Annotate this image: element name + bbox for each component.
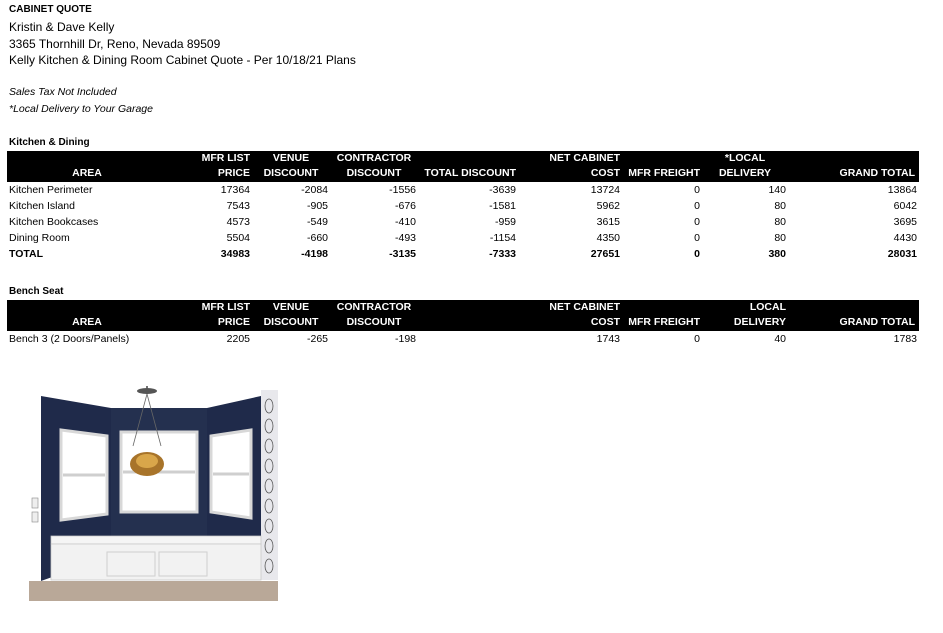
total-label: TOTAL	[9, 248, 44, 260]
table-row	[7, 198, 919, 214]
col-area: AREA	[7, 151, 167, 182]
col-venue-discount: VENUE DISCOUNT	[252, 300, 330, 331]
row-delivery: 140	[768, 184, 786, 196]
floor	[29, 581, 278, 601]
row-freight: 0	[694, 216, 700, 228]
table-row	[7, 182, 919, 198]
kitchen-quote-table	[7, 151, 919, 262]
row-contractor-discount: -676	[394, 200, 416, 212]
col-venue-discount: VENUE DISCOUNT	[252, 151, 330, 182]
row-list-price: 7543	[226, 200, 250, 212]
row-grand-total: 4430	[893, 232, 917, 244]
row-empty	[418, 331, 518, 347]
row-list-price: 17364	[220, 184, 250, 196]
col-grand-total: GRAND TOTAL	[788, 300, 919, 331]
row-area: Kitchen Bookcases	[9, 216, 99, 228]
bench-base	[51, 544, 261, 580]
wall-outlet	[32, 512, 38, 522]
row-delivery: 80	[774, 200, 786, 212]
row-venue-discount: -2084	[301, 184, 328, 196]
row-freight: 0	[694, 333, 700, 345]
table-row	[7, 331, 919, 347]
bench-cushion	[51, 536, 261, 544]
bench-section-title: Bench Seat	[9, 286, 64, 297]
bench-quote-table	[7, 300, 919, 347]
client-name: Kristin & Dave Kelly	[9, 20, 115, 34]
row-freight: 0	[694, 184, 700, 196]
row-list-price: 2205	[226, 333, 250, 345]
col-net-cabinet-cost: NET CABINET COST	[518, 151, 622, 182]
row-grand-total: 6042	[893, 200, 917, 212]
row-freight: 0	[694, 200, 700, 212]
total-net-cost: 27651	[590, 248, 620, 260]
project-description: Kelly Kitchen & Dining Room Cabinet Quote - Per 10/18/21 Plans	[9, 53, 356, 67]
row-contractor-discount: -410	[394, 216, 416, 228]
table-row	[7, 214, 919, 230]
total-row	[7, 246, 919, 262]
wall-outlet	[32, 498, 38, 508]
col-mfr-list-price: MFR LIST PRICE	[167, 151, 252, 182]
col-local-delivery: LOCAL DELIVERY	[702, 300, 788, 331]
col-contractor-discount: CONTRACTOR DISCOUNT	[330, 300, 418, 331]
kitchen-section-title: Kitchen & Dining	[9, 137, 90, 148]
row-total-discount: -1581	[489, 200, 516, 212]
total-delivery: 380	[768, 248, 786, 260]
row-total-discount: -3639	[489, 184, 516, 196]
row-venue-discount: -549	[306, 216, 328, 228]
row-net-cost: 3615	[596, 216, 620, 228]
row-delivery: 80	[774, 216, 786, 228]
row-grand-total: 1783	[893, 333, 917, 345]
total-total-discount: -7333	[489, 248, 516, 260]
row-venue-discount: -905	[306, 200, 328, 212]
col-mfr-list-price: MFR LIST PRICE	[167, 300, 252, 331]
row-net-cost: 4350	[596, 232, 620, 244]
row-grand-total: 13864	[887, 184, 917, 196]
col-net-cabinet-cost: NET CABINET COST	[518, 300, 622, 331]
total-grand-total: 28031	[887, 248, 917, 260]
table-row	[7, 230, 919, 246]
row-contractor-discount: -1556	[389, 184, 416, 196]
row-net-cost: 5962	[596, 200, 620, 212]
kitchen-header-row	[7, 151, 919, 182]
bench-header-row	[7, 300, 919, 331]
client-address: 3365 Thornhill Dr, Reno, Nevada 89509	[9, 37, 221, 51]
sales-tax-note: Sales Tax Not Included	[9, 86, 117, 98]
row-total-discount: -1154	[489, 232, 516, 244]
col-total-discount: TOTAL DISCOUNT	[418, 151, 518, 182]
total-venue-discount: -4198	[301, 248, 328, 260]
row-contractor-discount: -493	[394, 232, 416, 244]
delivery-note: *Local Delivery to Your Garage	[9, 103, 153, 115]
row-area: Kitchen Perimeter	[9, 184, 93, 196]
row-net-cost: 13724	[590, 184, 620, 196]
row-net-cost: 1743	[596, 333, 620, 345]
row-delivery: 80	[774, 232, 786, 244]
pendant-canopy	[137, 388, 157, 394]
quote-title: CABINET QUOTE	[9, 4, 92, 15]
row-list-price: 5504	[226, 232, 250, 244]
col-mfr-freight: MFR FREIGHT	[622, 300, 702, 331]
total-freight: 0	[694, 248, 700, 260]
col-contractor-discount: CONTRACTOR DISCOUNT	[330, 151, 418, 182]
row-freight: 0	[694, 232, 700, 244]
bench-nook-rendering	[29, 386, 278, 601]
total-list-price: 34983	[220, 248, 250, 260]
col-empty	[418, 300, 518, 331]
row-list-price: 4573	[226, 216, 250, 228]
row-area: Dining Room	[9, 232, 70, 244]
col-mfr-freight: MFR FREIGHT	[622, 151, 702, 182]
row-area: Kitchen Island	[9, 200, 75, 212]
row-venue-discount: -265	[306, 333, 328, 345]
row-grand-total: 3695	[893, 216, 917, 228]
row-area: Bench 3 (2 Doors/Panels)	[9, 333, 130, 345]
col-grand-total: GRAND TOTAL	[788, 151, 919, 182]
col-local-delivery: *LOCAL DELIVERY	[702, 151, 788, 182]
wallpaper-panel	[261, 390, 278, 580]
row-contractor-discount: -198	[394, 333, 416, 345]
row-delivery: 40	[774, 333, 786, 345]
row-total-discount: -959	[494, 216, 516, 228]
col-area: AREA	[7, 300, 167, 331]
row-venue-discount: -660	[306, 232, 328, 244]
total-contractor-discount: -3135	[389, 248, 416, 260]
